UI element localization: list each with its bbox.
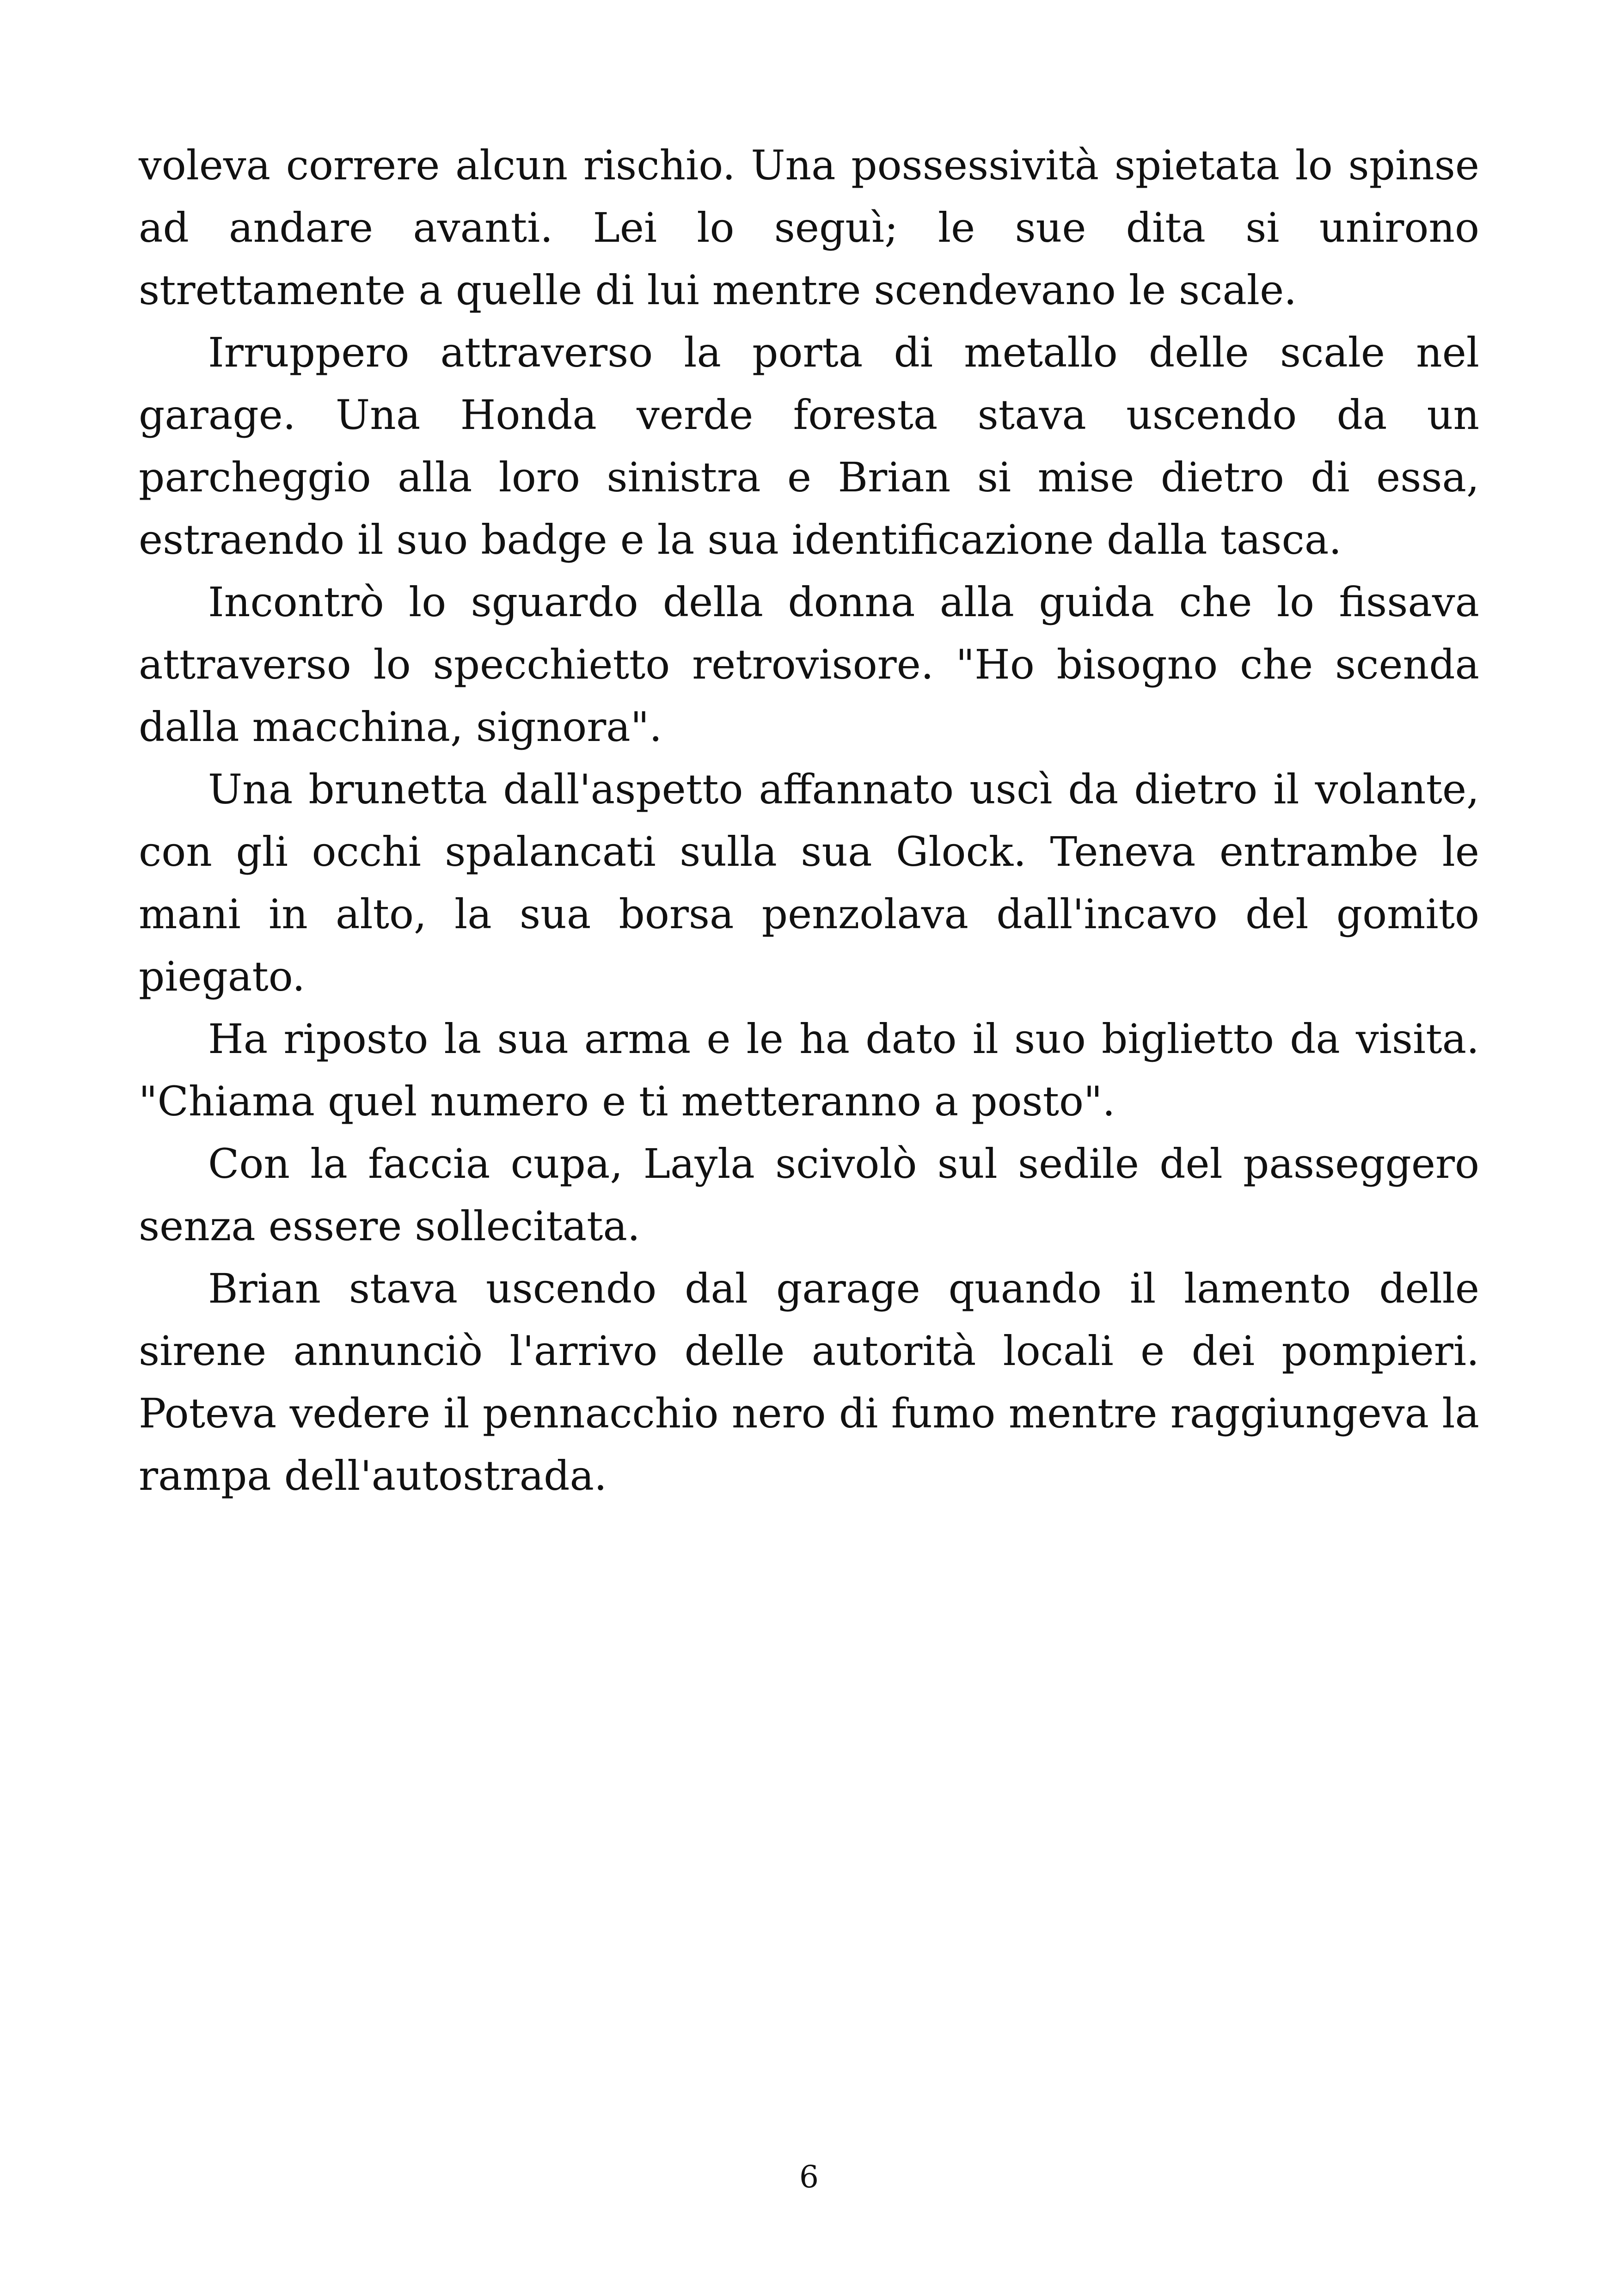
paragraph: Con la faccia cupa, Layla scivolò sul sedile del passeggero senza essere sollecitata. xyxy=(139,1140,1479,1250)
paragraph: Una brunetta dall'aspetto affannato uscì da dietro il volante, con gli occhi spalancati sulla sua Glock. Teneva entrambe le mani in alto, la sua borsa penzolava dall'incavo del gomito piegato. xyxy=(139,765,1479,1000)
paragraph: Incontrò lo sguardo della donna alla guida che lo fissava attraverso lo specchietto retrovisore. "Ho bisogno che scenda dalla macchina, signora". xyxy=(139,578,1479,751)
paragraph: Ha riposto la sua arma e le ha dato il suo biglietto da visita. "Chiama quel numero e ti metteranno a posto". xyxy=(139,1015,1479,1125)
paragraph: Brian stava uscendo dal garage quando il lamento delle sirene annunciò l'arrivo delle autorità locali e dei pompieri. Poteva vedere il pennacchio nero di fumo mentre raggiungeva la rampa dell'autostrada. xyxy=(139,1265,1479,1500)
paragraph: Irruppero attraverso la porta di metallo delle scale nel garage. Una Honda verde foresta stava uscendo da un parcheggio alla loro sinistra e Brian si mise dietro di essa, estraendo il suo badge e la sua identificazione dalla tasca. xyxy=(139,329,1479,563)
body-text xyxy=(139,134,1479,1507)
paragraph-continuation: voleva correre alcun rischio. Una possessività spietata lo spinse ad andare avanti. Lei lo seguì; le sue dita si unirono strettamente a quelle di lui mentre scendevano le scale. xyxy=(139,141,1479,314)
page-number: 6 xyxy=(799,2159,819,2195)
